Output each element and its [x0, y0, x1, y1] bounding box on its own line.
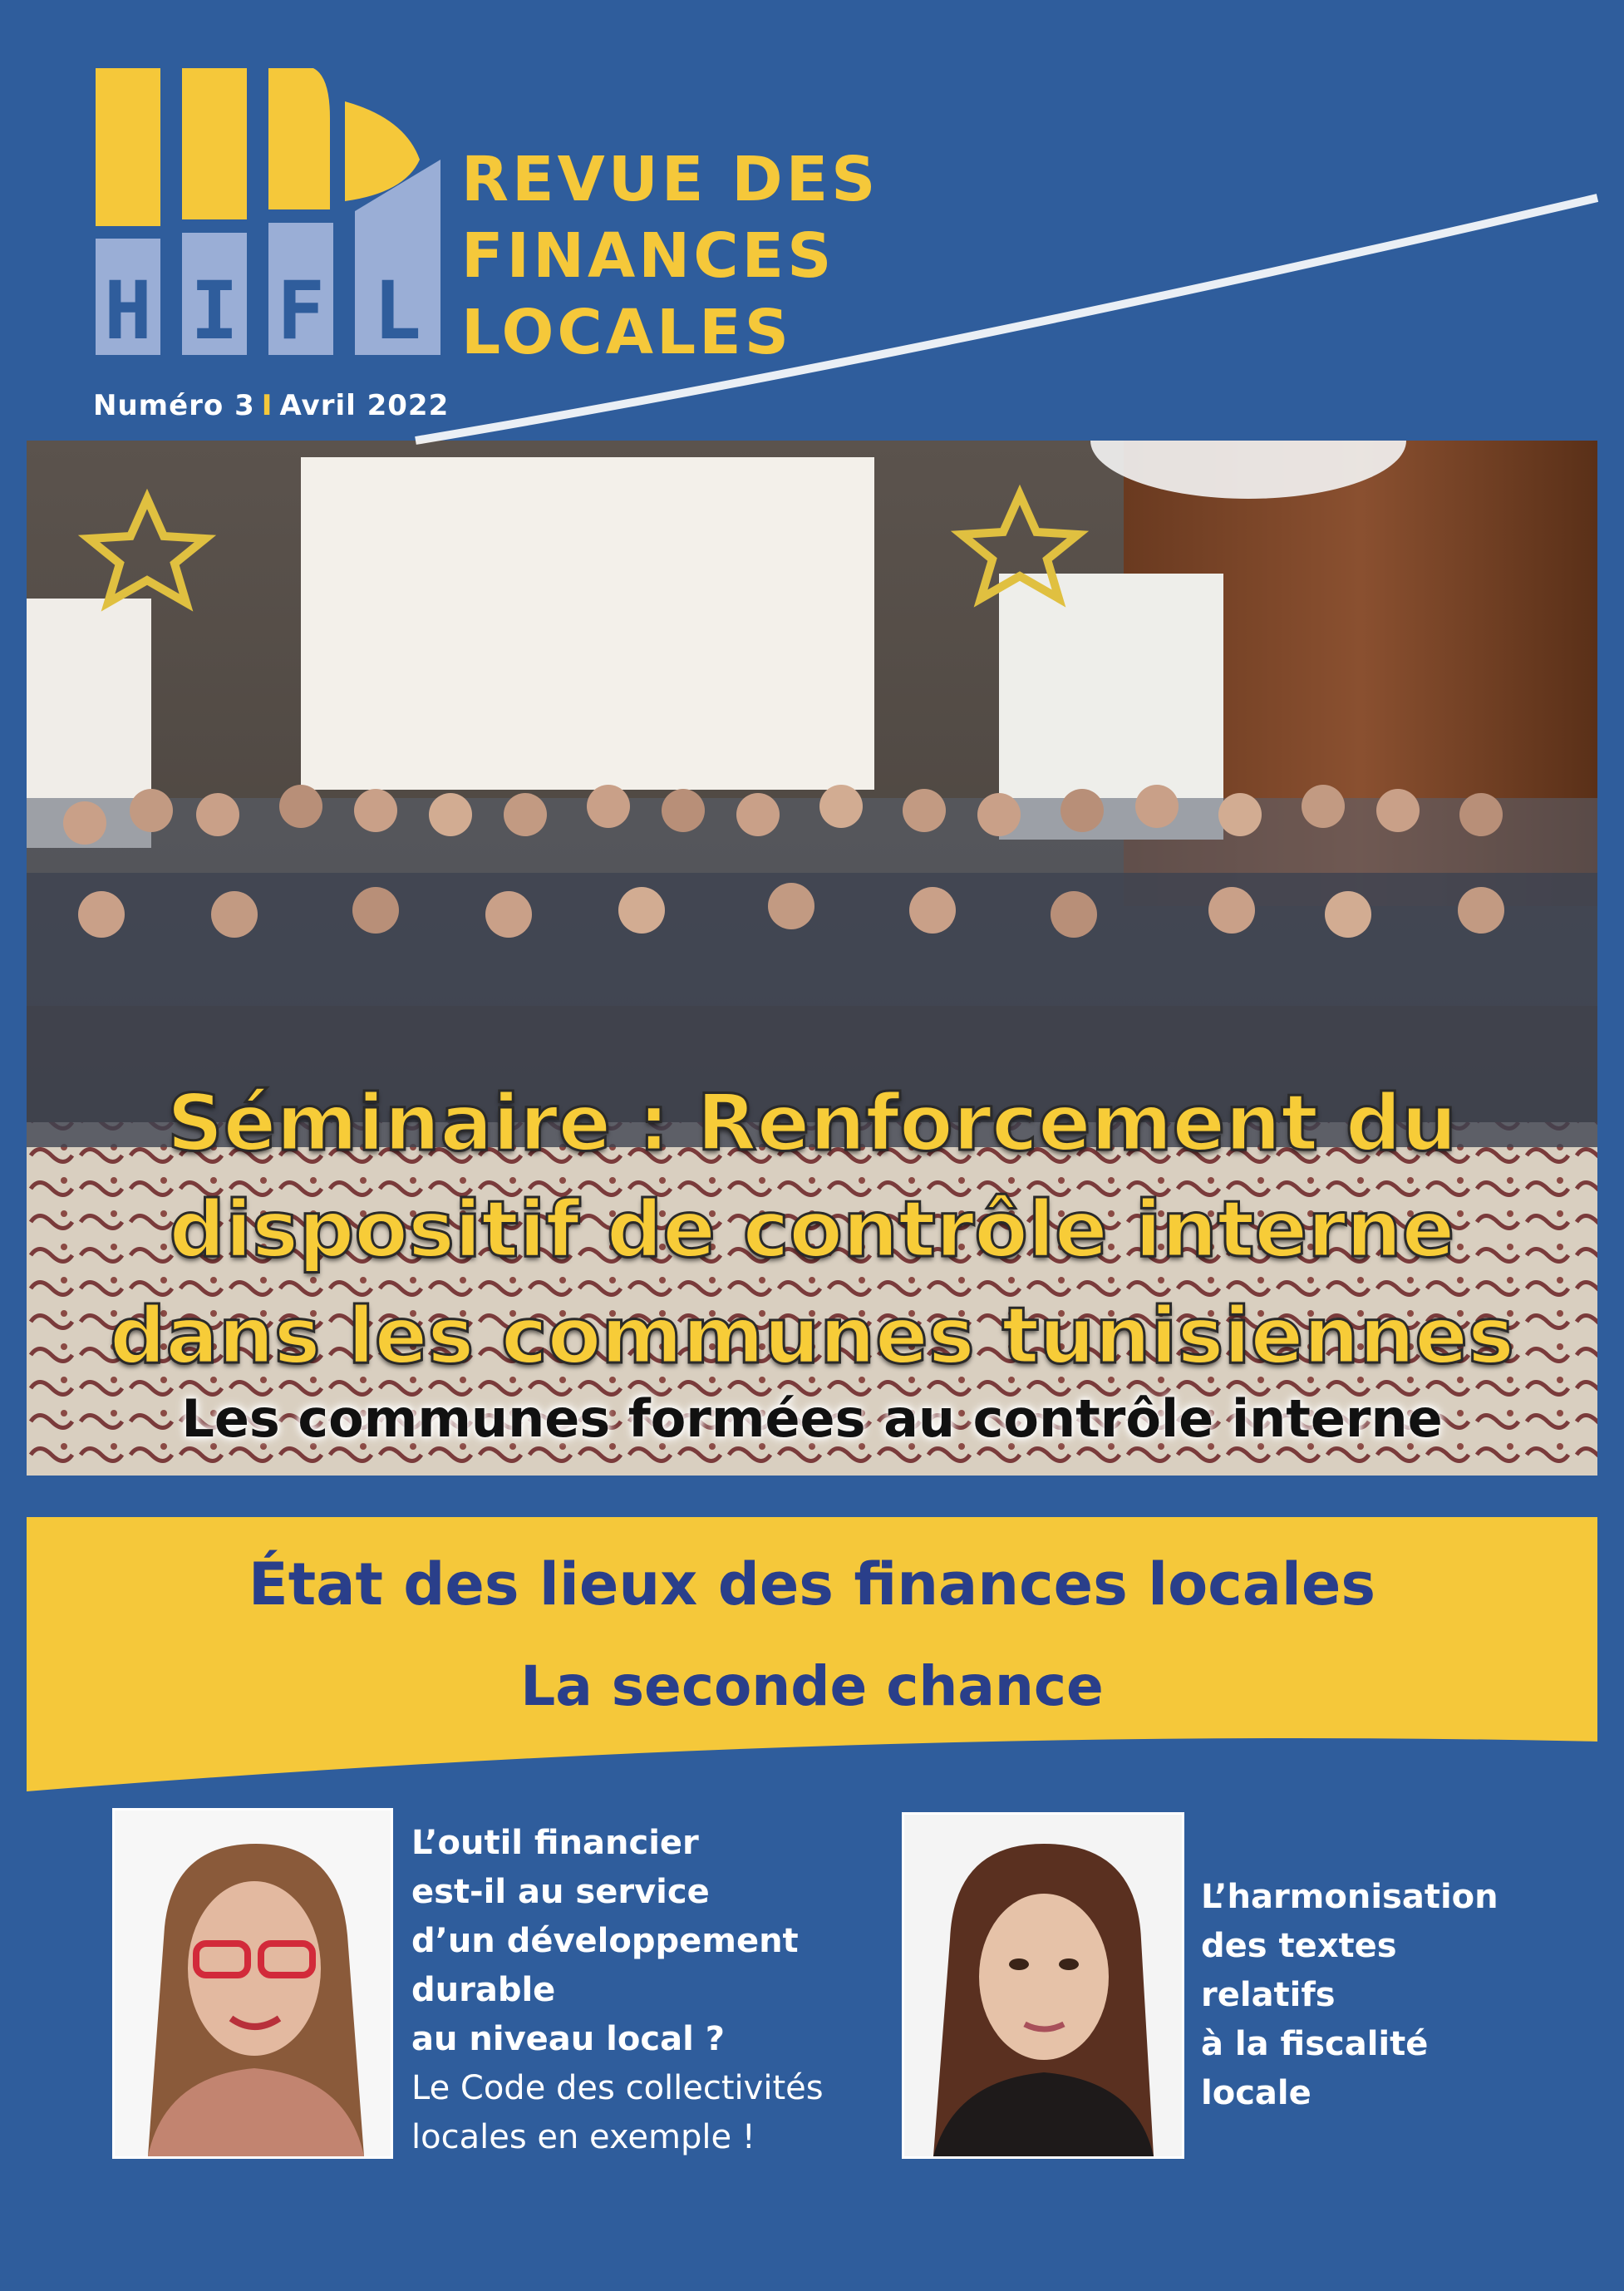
hero-headline — [27, 1071, 1597, 1390]
article-teaser[interactable] — [1201, 1873, 1592, 2118]
masthead-line: LOCALES — [461, 297, 792, 368]
hero-photo — [27, 441, 1597, 1476]
headline-line: dans les communes tunisiennes — [110, 1291, 1514, 1382]
teaser-line: est-il au service — [411, 1873, 710, 1911]
issue-number: Numéro 3 — [93, 389, 255, 422]
hero-subheadline: Les communes formées au contrôle interne — [181, 1388, 1443, 1449]
teaser-line: locale — [1201, 2074, 1312, 2112]
masthead-line: REVUE DES — [461, 144, 879, 215]
teaser-line: au niveau local ? — [411, 2020, 725, 2058]
teaser-line: relatifs — [1201, 1976, 1336, 2014]
teaser-subline: Le Code des collectivités — [411, 2069, 824, 2107]
teaser-line: d’un développement — [411, 1922, 799, 1960]
author-portrait — [112, 1808, 393, 2159]
header-wave — [0, 191, 1624, 466]
teaser-line: à la fiscalité — [1201, 2025, 1429, 2063]
author-portrait — [902, 1812, 1184, 2159]
logo-letter-i: I — [190, 264, 239, 355]
headline-line: Séminaire : Renforcement du — [166, 1078, 1458, 1169]
teaser-line: durable — [411, 1971, 556, 2009]
teaser-line: L’outil financier — [411, 1824, 699, 1862]
masthead-line: FINANCES — [461, 220, 835, 292]
logo-letter-f: F — [277, 264, 325, 355]
headline-line: dispositif de contrôle interne — [169, 1185, 1455, 1275]
article-teaser[interactable] — [411, 1819, 877, 2162]
teaser-subline: locales en exemple ! — [411, 2118, 755, 2156]
issue-separator: I — [261, 389, 273, 422]
teaser-line: des textes — [1201, 1927, 1397, 1965]
issue-date: Avril 2022 — [279, 389, 450, 422]
banner-subtitle: La seconde chance — [520, 1654, 1104, 1718]
logo-letter-h: H — [104, 264, 152, 355]
banner-title: État des lieux des finances locales — [248, 1550, 1376, 1618]
logo-letter-l: L — [373, 264, 421, 355]
teaser-line: L’harmonisation — [1201, 1878, 1499, 1916]
